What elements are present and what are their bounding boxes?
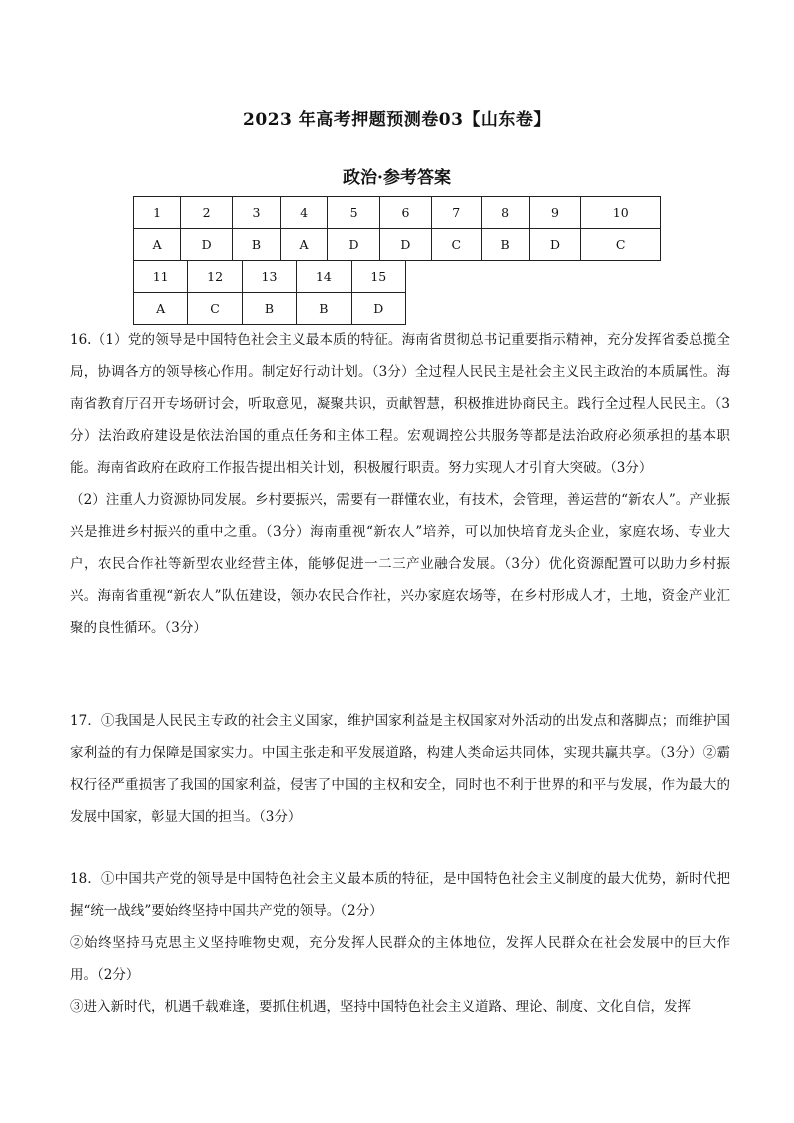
answer-cell: C [581,229,661,261]
answer-row [134,229,661,261]
question-number: 3 [233,197,281,229]
question-number: 11 [134,261,188,293]
answer-cell: D [181,229,233,261]
question-number: 4 [280,197,327,229]
question-number: 5 [328,197,380,229]
answer-cell: A [134,293,188,325]
document-subtitle: 政治·参考答案 [343,168,451,188]
answer-cell: B [233,229,281,261]
question-number: 8 [481,197,529,229]
question-18-answer [70,863,730,1023]
question-number: 12 [188,261,242,293]
answer-table-row-2 [133,260,406,325]
question-number: 15 [351,261,405,293]
question-number: 13 [242,261,296,293]
question-number: 10 [581,197,661,229]
answer-cell: C [188,293,242,325]
question-18-point-2: ②始终坚持马克思主义坚持唯物史观，充分发挥人民群众的主体地位，发挥人民群众在社会发展中的巨大作用。（2分） [70,935,730,983]
answer-cell: A [134,229,181,261]
question-16-answer [70,324,730,644]
answer-row [134,293,406,325]
question-number: 9 [529,197,581,229]
question-number: 7 [431,197,481,229]
answer-cell: C [431,229,481,261]
answer-cell: B [297,293,351,325]
answer-cell: D [351,293,405,325]
answer-cell: B [481,229,529,261]
question-18-point-3: ③进入新时代，机遇千载难逢，要抓住机遇，坚持中国特色社会主义道路、理论、制度、文化自信，发挥 [70,999,691,1015]
question-number: 14 [297,261,351,293]
document-title: 2023 年高考押题预测卷03【山东卷】 [243,110,551,130]
answer-table-row-1 [133,196,661,261]
question-17-answer [70,705,730,833]
question-16-part-1: 16.（1）党的领导是中国特色社会主义最本质的特征。海南省贯彻总书记重要指示精神，充分发挥省委总揽全局，协调各方的领导核心作用。制定好行动计划。（3分）全过程人民民主是社会主义民主政治的本质属性。海南省教育厅召开专场研讨会，听取意见，凝聚共识，贡献智慧，积极推进协商民主。践行全过程人民民主。（3分）法治政府建设是依法治国的重点任务和主体工程。宏观调控公共服务等都是法治政府必须承担的基本职能。海南省政府在政府工作报告提出相关计划，积极履行职责。努力实现人才引育大突破。（3分） [70,332,730,476]
question-16-part-2: （2）注重人力资源协同发展。乡村要振兴，需要有一群懂农业，有技术，会管理，善运营的“新农人”。产业振兴是推进乡村振兴的重中之重。（3分）海南重视“新农人”培养，可以加快培育龙头企业，家庭农场、专业大户，农民合作社等新型农业经营主体，能够促进一二三产业融合发展。（3分）优化资源配置可以助力乡村振兴。海南省重视“新农人”队伍建设，领办农民合作社，兴办家庭农场等，在乡村形成人才，土地，资金产业汇聚的良性循环。（3分） [70,492,730,636]
question-number-row [134,261,406,293]
question-number: 1 [134,197,181,229]
answer-cell: D [380,229,432,261]
answer-cell: D [529,229,581,261]
question-number: 6 [380,197,432,229]
question-number-row [134,197,661,229]
question-18-point-1: 18．①中国共产党的领导是中国特色社会主义最本质的特征，是中国特色社会主义制度的最大优势，新时代把握“统一战线”要始终坚持中国共产党的领导。（2分） [70,871,730,919]
answer-cell: D [328,229,380,261]
answer-cell: A [280,229,327,261]
answer-cell: B [242,293,296,325]
question-number: 2 [181,197,233,229]
question-17-text: 17．①我国是人民民主专政的社会主义国家，维护国家利益是主权国家对外活动的出发点和落脚点；而维护国家利益的有力保障是国家实力。中国主张走和平发展道路，构建人类命运共同体，实现共赢共享。（3分）②霸权行径严重损害了我国的国家利益，侵害了中国的主权和安全，同时也不利于世界的和平与发展，作为最大的发展中国家，彰显大国的担当。（3分） [70,713,730,825]
